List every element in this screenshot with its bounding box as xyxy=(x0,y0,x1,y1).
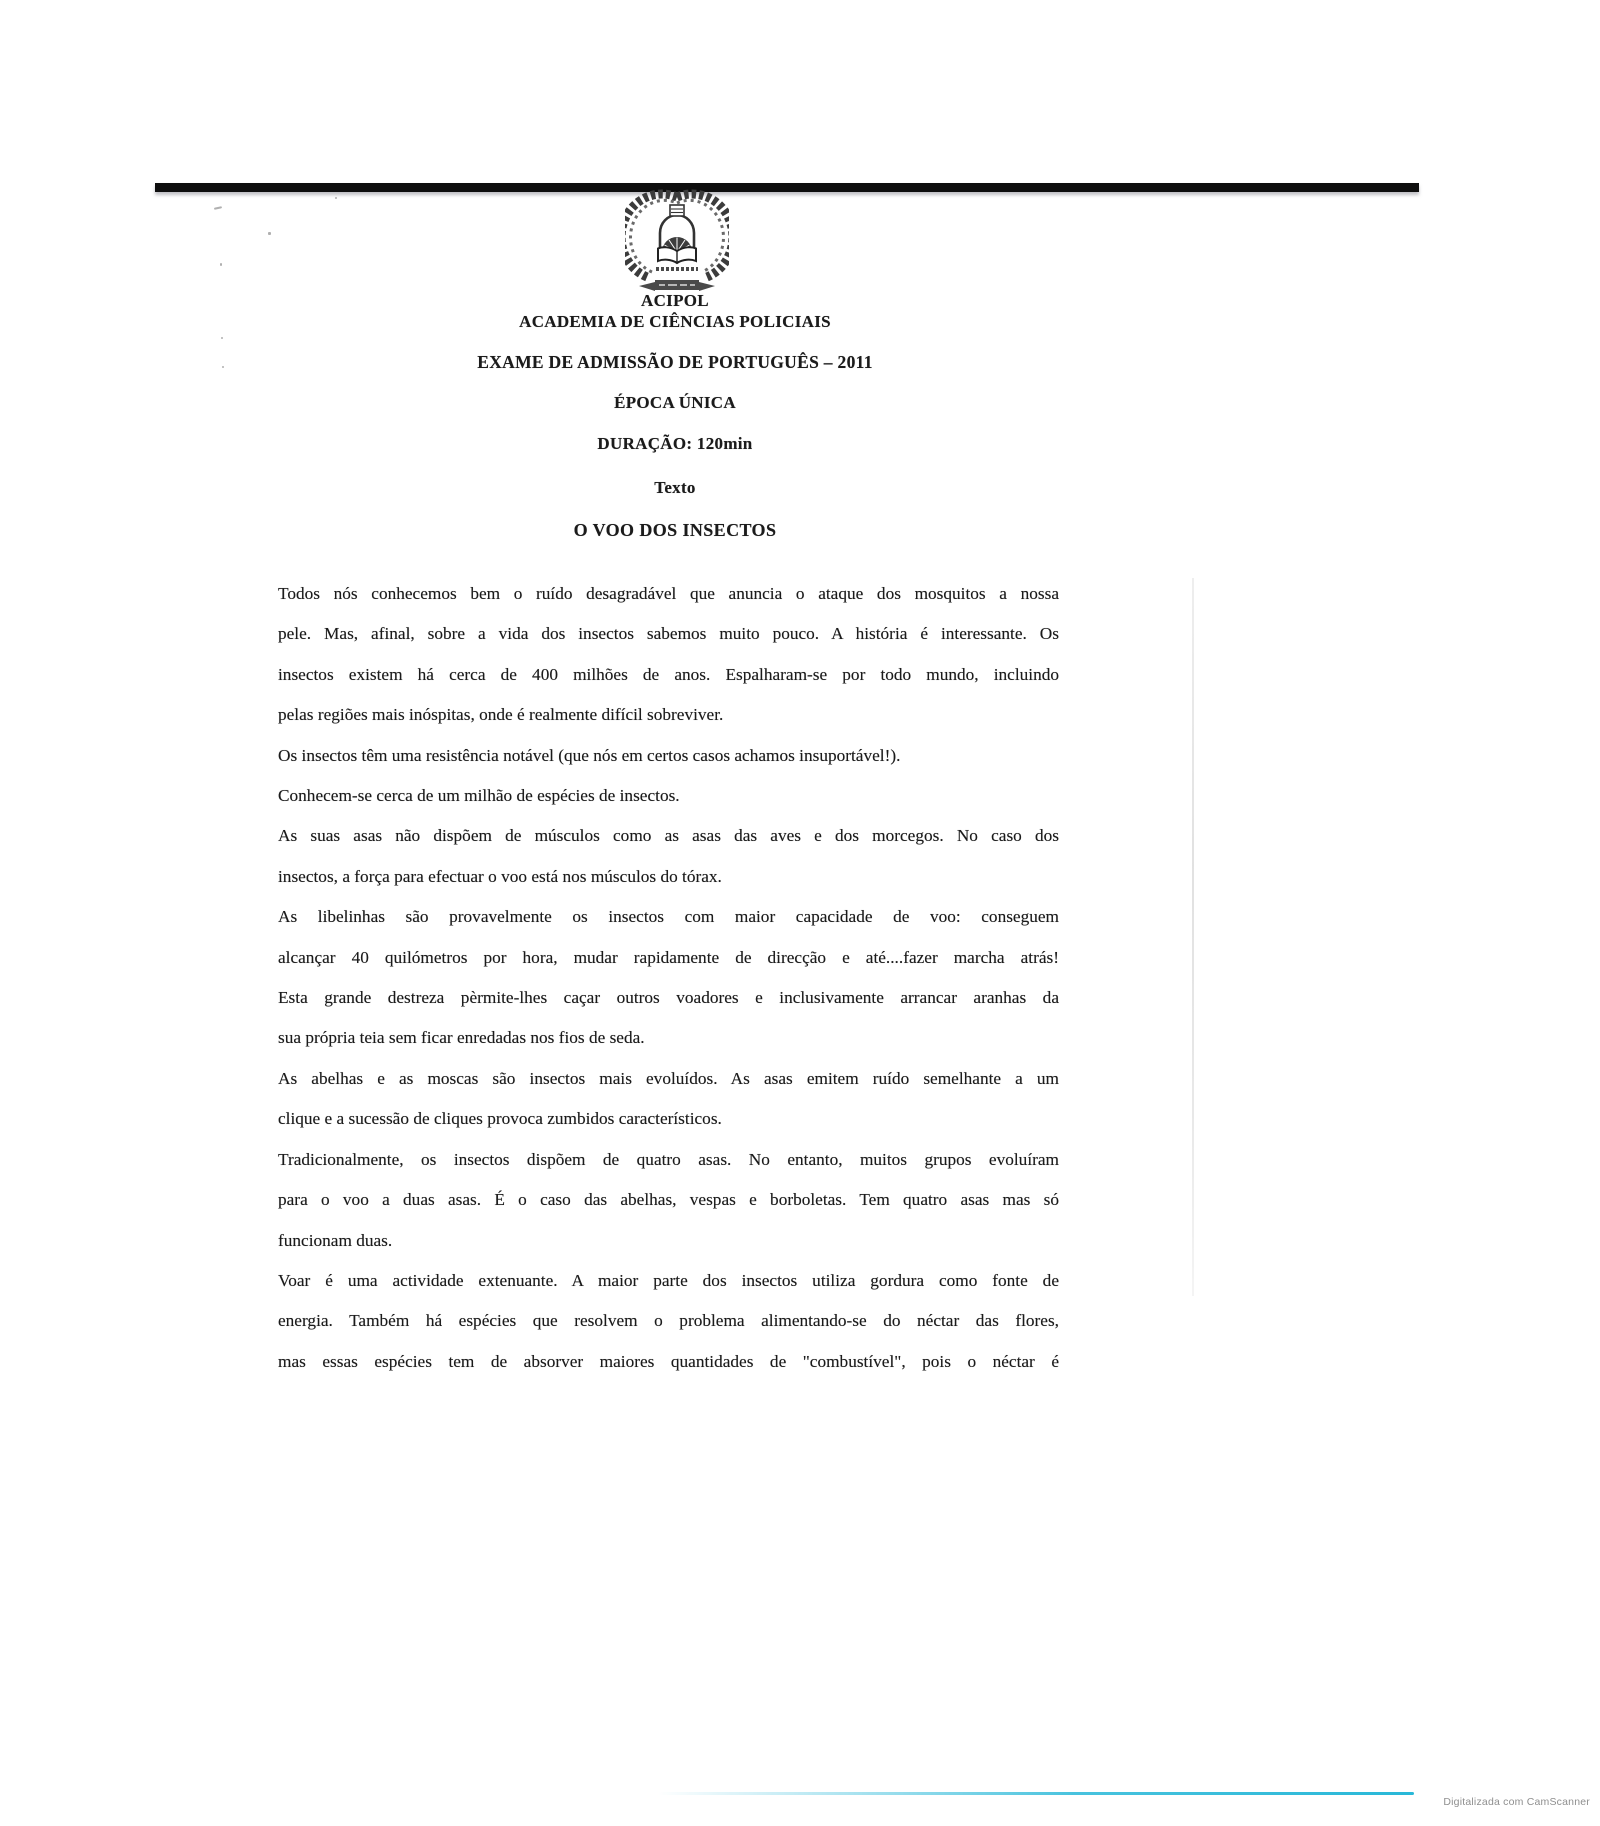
text-line: alcançar 40 quilómetros por hora, mudar rapidamente de direcção e até....fazer marcha atrás! xyxy=(278,947,1059,967)
text-line: insectos existem há cerca de 400 milhões de anos. Espalharam-se por todo mundo, incluindo xyxy=(278,664,1059,684)
text-line: energia. Também há espécies que resolvem o problema alimentando-se do néctar das flores, xyxy=(278,1311,1059,1331)
scan-speck xyxy=(221,337,223,339)
text-line: para o voo a duas asas. É o caso das abelhas, vespas e borboletas. Tem quatro asas mas só xyxy=(278,1190,1059,1210)
epoch-line: ÉPOCA ÚNICA xyxy=(614,393,736,412)
text-line: Esta grande destreza pèrmite-lhes caçar outros voadores e inclusivamente arrancar aranhas da xyxy=(278,988,1059,1008)
text-line: Os insectos têm uma resistência notável (que nós em certos casos achamos insuportável!). xyxy=(278,745,901,765)
text-line: Voar é uma actividade extenuante. A maior parte dos insectos utiliza gordura como fonte de xyxy=(278,1270,1059,1290)
exam-title: EXAME DE ADMISSÃO DE PORTUGUÊS – 2011 xyxy=(477,352,873,372)
text-line: Todos nós conhecemos bem o ruído desagradável que anuncia o ataque dos mosquitos a nossa xyxy=(278,584,1059,603)
scan-speck xyxy=(214,206,222,210)
scan-speck xyxy=(220,263,222,266)
section-label: Texto xyxy=(654,478,696,497)
text-line: funcionam duas. xyxy=(278,1230,393,1250)
top-rule xyxy=(155,183,1419,192)
text-line: insectos, a força para efectuar o voo está nos músculos do tórax. xyxy=(278,866,722,886)
text-line: As libelinhas são provavelmente os insectos com maior capacidade de voo: conseguem xyxy=(278,907,1059,927)
text-line: Conhecem-se cerca de um milhão de espécies de insectos. xyxy=(278,786,680,806)
text-line: pele. Mas, afinal, sobre a vida dos insectos sabemos muito pouco. A história é interessante. Os xyxy=(278,624,1059,644)
text-line: clique e a sucessão de cliques provoca zumbidos característicos. xyxy=(278,1109,722,1129)
org-acronym: ACIPOL xyxy=(641,291,709,310)
text-line: sua própria teia sem ficar enredadas nos fios de seda. xyxy=(278,1028,645,1048)
acipol-crest-icon xyxy=(625,188,729,302)
camscanner-underline xyxy=(658,1792,1414,1795)
text-line: As abelhas e as moscas são insectos mais evoluídos. As asas emitem ruído semelhante a um xyxy=(278,1068,1059,1088)
duration-line: DURAÇÃO: 120min xyxy=(597,434,753,453)
text-line: mas essas espécies tem de absorver maiores quantidades de "combustível", pois o néctar é xyxy=(278,1351,1059,1371)
text-title: O VOO DOS INSECTOS xyxy=(573,520,777,540)
scan-speck xyxy=(335,197,337,199)
body-text xyxy=(278,574,1059,1382)
scan-artifact-line xyxy=(1192,578,1194,1296)
text-line: Tradicionalmente, os insectos dispõem de quatro asas. No entanto, muitos grupos evoluíram xyxy=(278,1149,1059,1169)
org-name: ACADEMIA DE CIÊNCIAS POLICIAIS xyxy=(519,312,831,331)
camscanner-watermark: Digitalizada com CamScanner xyxy=(1443,1796,1590,1808)
text-line: pelas regiões mais inóspitas, onde é realmente difícil sobreviver. xyxy=(278,705,724,725)
scan-speck xyxy=(268,232,271,235)
text-line: As suas asas não dispõem de músculos como as asas das aves e dos morcegos. No caso dos xyxy=(278,826,1059,846)
